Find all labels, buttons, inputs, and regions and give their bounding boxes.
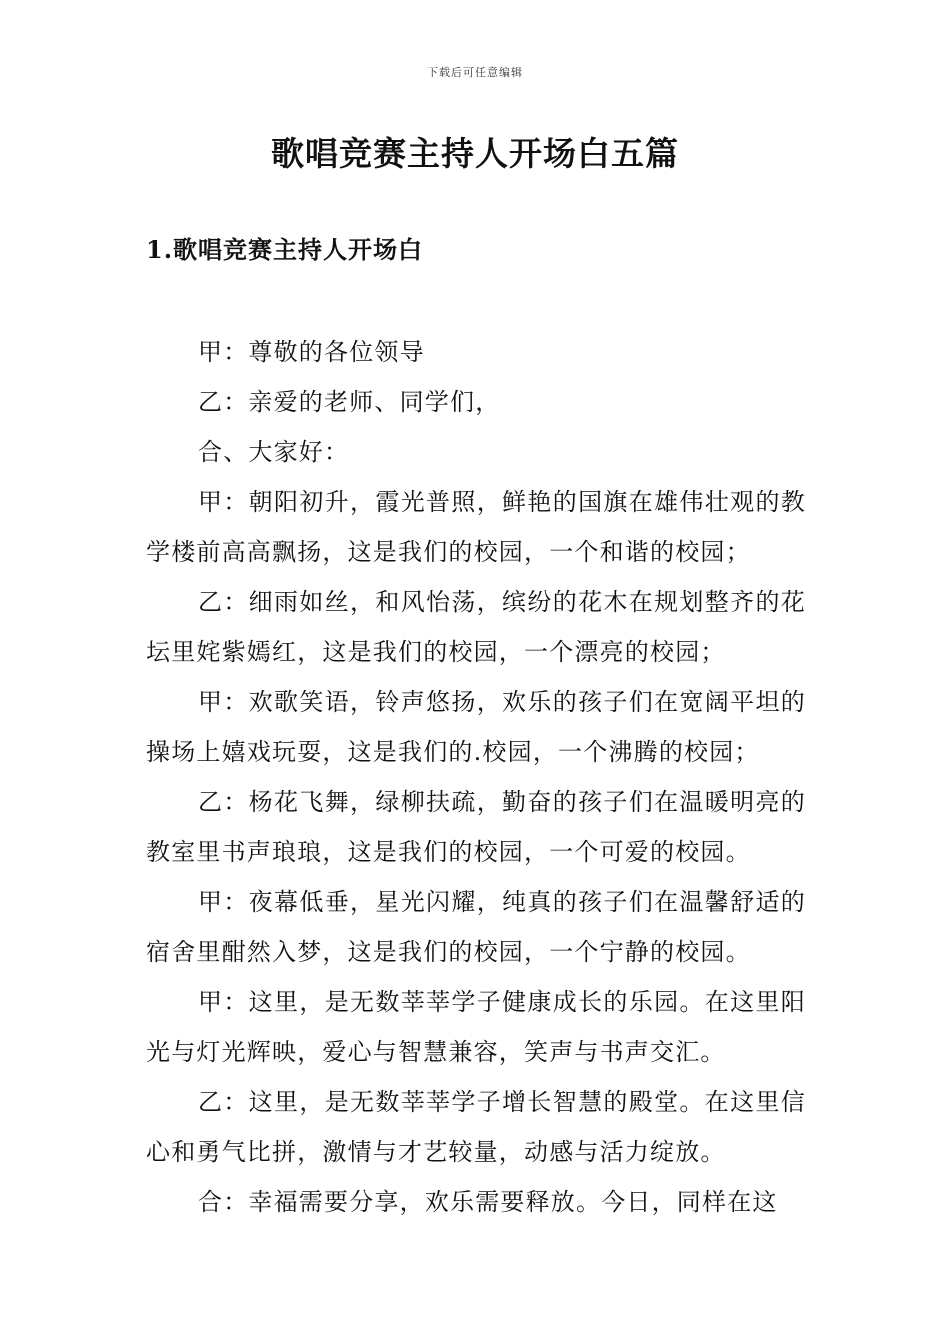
paragraph: 合、大家好： <box>198 438 350 466</box>
paragraph: 甲：欢歌笑语，铃声悠扬，欢乐的孩子们在宽阔平坦的操场上嬉戏玩耍，这是我们的.校园，一个沸腾的校园； <box>146 688 806 766</box>
paragraph: 乙：细雨如丝，和风怡荡，缤纷的花木在规划整齐的花坛里姹紫嫣红，这是我们的校园，一个漂亮的校园； <box>146 588 806 666</box>
document-title: 歌唱竞赛主持人开场白五篇 <box>271 134 679 173</box>
paragraph: 甲：夜幕低垂，星光闪耀，纯真的孩子们在温馨舒适的宿舍里酣然入梦，这是我们的校园，一个宁静的校园。 <box>146 888 806 966</box>
paragraph: 甲：尊敬的各位领导 <box>198 338 425 366</box>
document-body <box>146 327 806 1227</box>
paragraph: 甲：朝阳初升，霞光普照，鲜艳的国旗在雄伟壮观的教学楼前高高飘扬，这是我们的校园，一个和谐的校园； <box>146 488 806 566</box>
paragraph: 甲：这里，是无数莘莘学子健康成长的乐园。在这里阳光与灯光辉映，爱心与智慧兼容，笑声与书声交汇。 <box>146 988 806 1066</box>
paragraph: 乙：这里，是无数莘莘学子增长智慧的殿堂。在这里信心和勇气比拼，激情与才艺较量，动感与活力绽放。 <box>146 1088 806 1166</box>
paragraph: 乙：亲爱的老师、同学们， <box>198 388 501 416</box>
header-note: 下载后可任意编辑 <box>427 66 523 79</box>
paragraph: 合：幸福需要分享，欢乐需要释放。今日，同样在这 <box>198 1188 778 1216</box>
paragraph: 乙：杨花飞舞，绿柳扶疏，勤奋的孩子们在温暖明亮的教室里书声琅琅，这是我们的校园，一个可爱的校园。 <box>146 788 806 866</box>
section-heading: 1.歌唱竞赛主持人开场白 <box>146 235 424 264</box>
